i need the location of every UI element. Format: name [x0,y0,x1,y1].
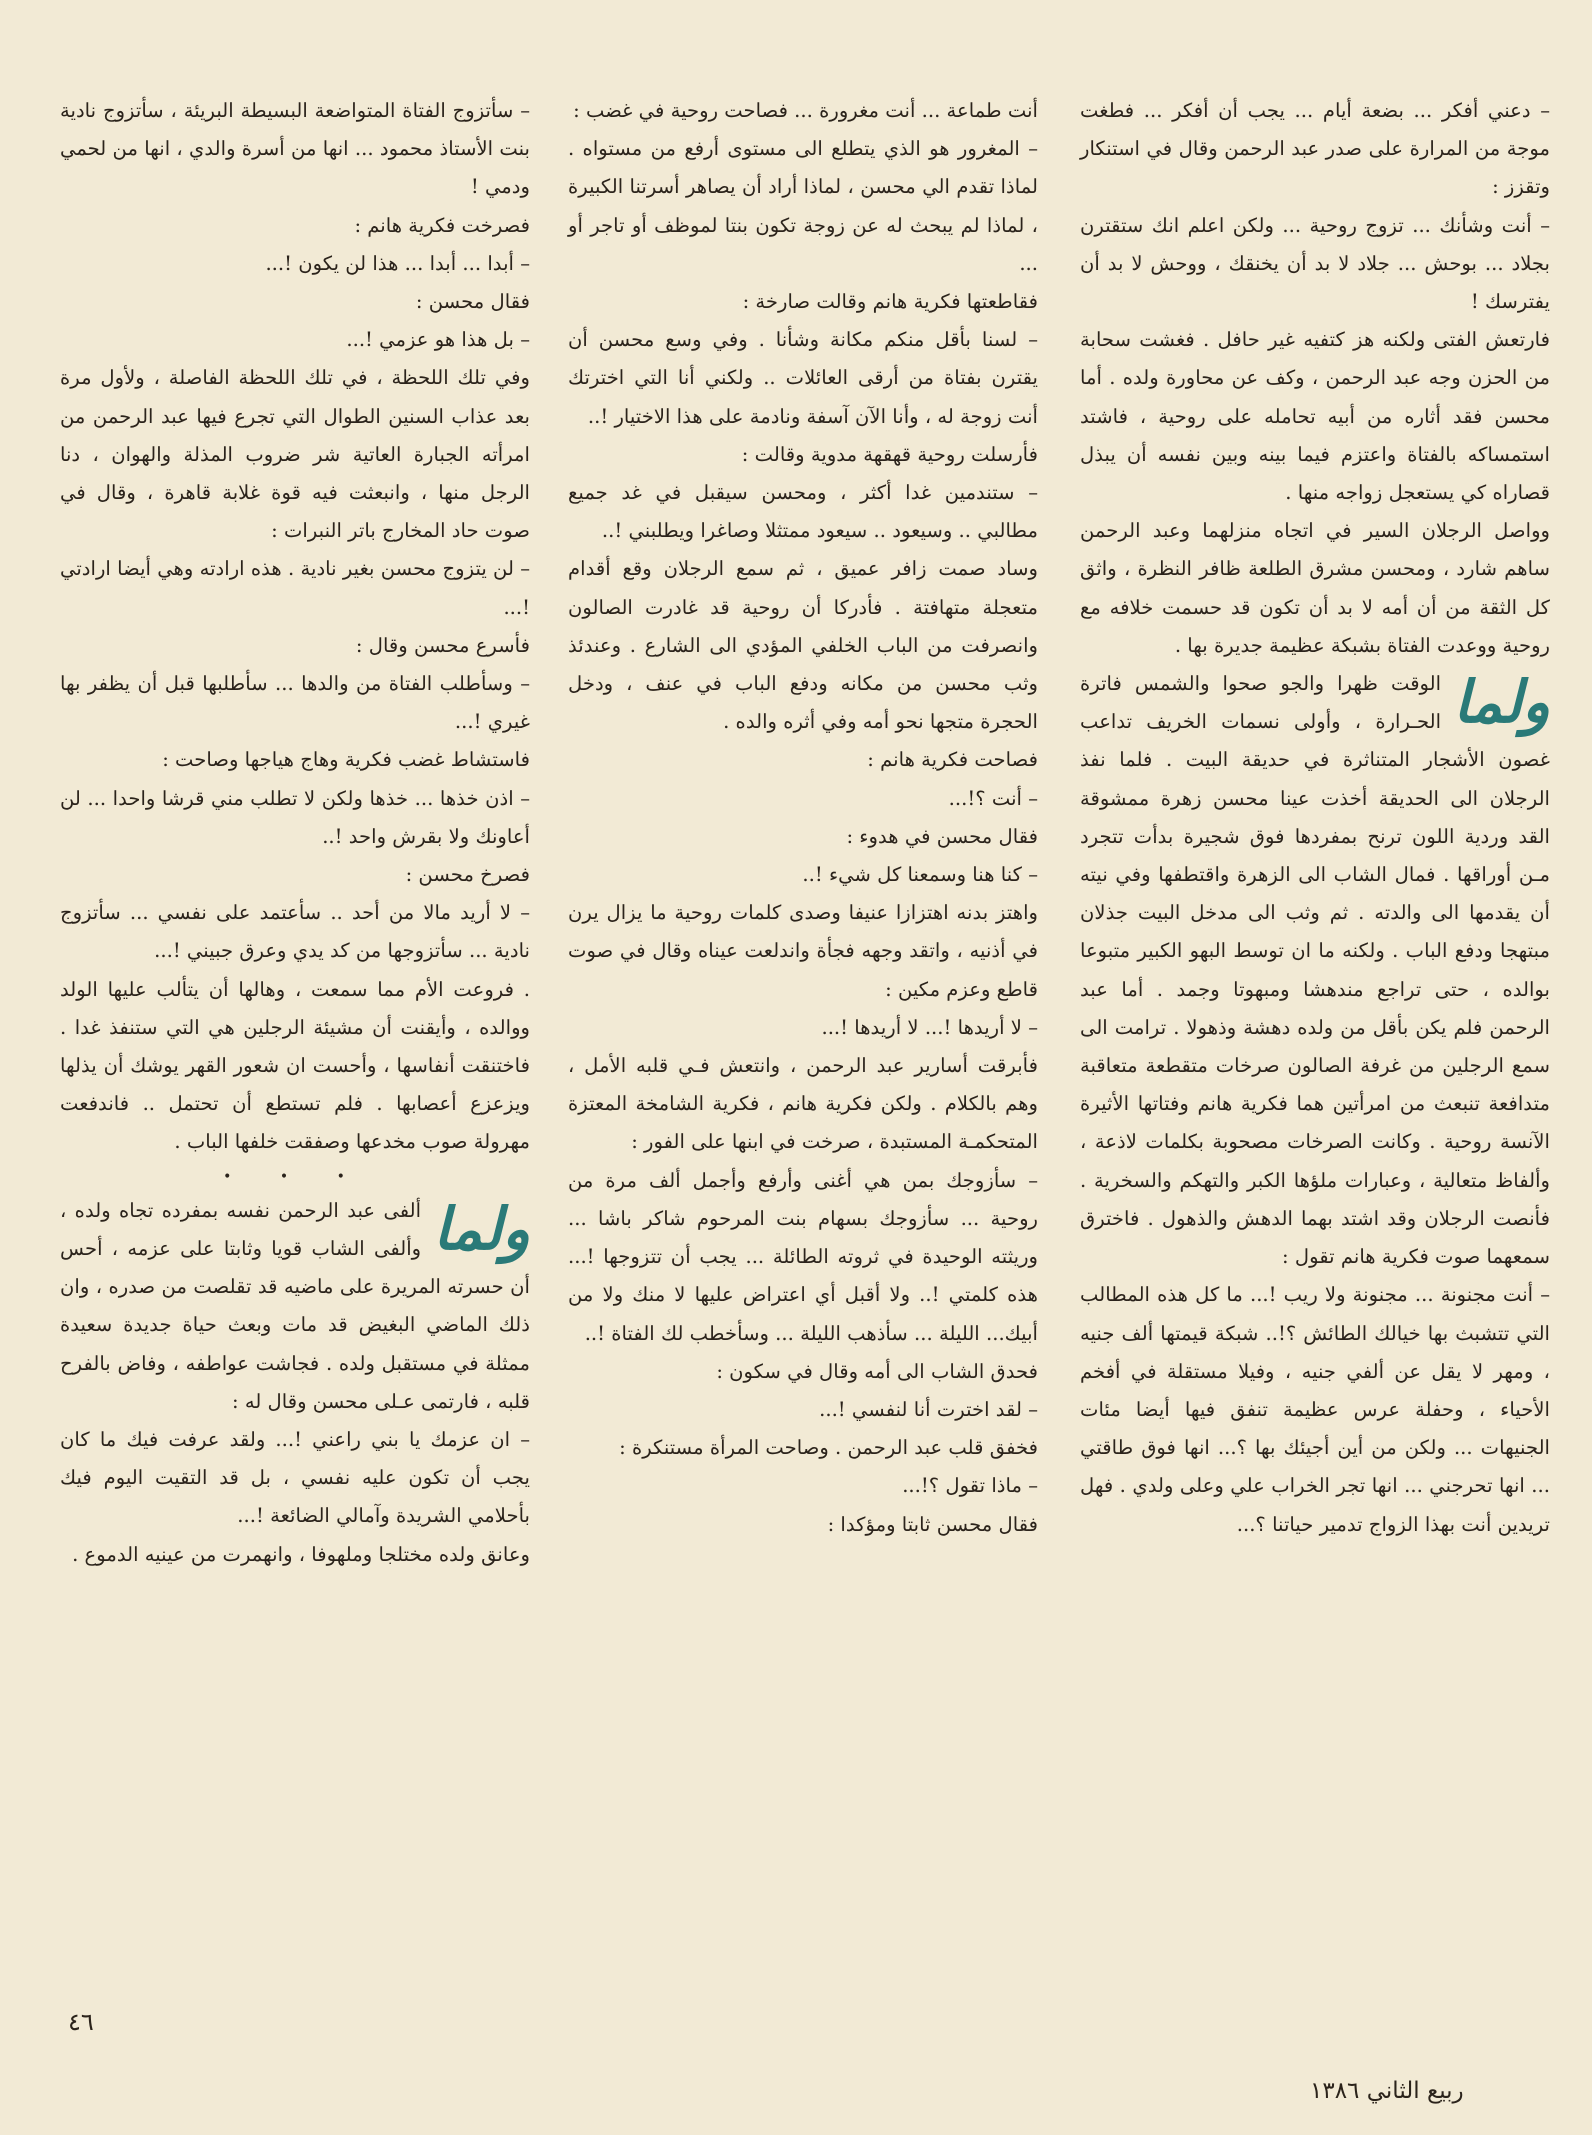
paragraph: وواصل الرجلان السير في اتجاه منزلهما وعبد الرحمن ساهم شارد ، ومحسن مشرق الطلعة ظافر النظرة ، واثق كل الثقة من أن أمه لا بد أن تكون قد حسمت خلافه مع روحية ووعدت الفتاة بشبكة عظيمة جديرة بها . [1080,519,1550,657]
section-divider: • • • [223,1168,367,1185]
page-number: ٤٦ [68,2008,94,2036]
paragraph: – لن يتزوج محسن بغير نادية . هذه ارادته وهي أيضا ارادتي !... [60,557,530,619]
paragraph: فأبرقت أسارير عبد الرحمن ، وانتعش فـي قلبه الأمل ، وهم بالكلام . ولكن فكرية هانم ، فكرية الشامخة المعتزة المتحكمـة المستبدة ، صرخت في ابنها على الفور : [568,1054,1038,1154]
paragraph: فقال محسن ثابتا ومؤكدا : [827,1512,1038,1536]
paragraph: فحدق الشاب الى أمه وقال في سكون : [716,1359,1038,1383]
paragraph: فصرخ محسن : [405,863,530,887]
paragraph: وعانق ولده مختلجا وملهوفا ، وانهمرت من عينيه الدموع . [72,1542,530,1566]
paragraph: فأرسلت روحية قهقهة مدوية وقالت : [741,442,1038,466]
paragraph: – دعني أفكر ... بضعة أيام ... يجب أن أفكر ... فطغت موجة من المرارة على صدر عبد الرحمن وقال في استنكار وتقزز : [1080,99,1550,199]
paragraph: فصرخت فكرية هانم : [354,213,530,237]
paragraph: فأسرع محسن وقال : [355,633,530,657]
paragraph: فقال محسن في هدوء : [846,824,1038,848]
paragraph: – كنا هنا وسمعنا كل شيء !.. [802,863,1038,887]
paragraph: الوقت ظهرا والجو صحوا والشمس فاترة الحـرارة ، وأولى نسمات الخريف تداعب غصون الأشجار المتناثرة في حديقة البيت . فلما نفذ الرجلان الى الحديقة أخذت عينا محسن زهرة ممشوقة القد وردية اللون ترنح بمفردها فوق شجيرة بدأت تتجرد مـن أوراقها . فمال الشاب الى الزهرة واقتطفها وفي نيته أن يقدمها الى والدته . ثم وثب الى مدخل البيت جذلان مبتهجا ودفع الباب . ولكنه ما ان توسط البهو الكبير متبوعا بوالده ، حتى تراجع مندهشا ومبهوتا وجمد . أما عبد الرحمن فلم يكن بأقل من ولده دهشة وذهولا . ترامت الى سمع الرجلين من غرفة الصالون صرخات متقطعة متعاقبة متدافعة تنبعث من امرأتين هما فكرية هانم وفتاتها الأثيرة الآنسة روحية . وكانت الصرخات مصحوبة بكلمات لاذعة ، وألفاظ متعالية ، وعبارات ملؤها الكبر والتهكم والسخرية . فأنصت الرجلان وقد اشتد بهما الدهش والذهول . فاخترق سمعهما صوت فكرية هانم تقول : [1080,672,1550,1269]
para-list [60,92,530,1162]
para-list [568,92,1038,1544]
paragraph: فقاطعتها فكرية هانم وقالت صارخة : [742,290,1038,314]
section-opening [1080,665,1550,1276]
paragraph: – ستندمين غدا أكثر ، ومحسن سيقبل في غد جميع مطالبي .. وسيعود .. سيعود ممتثلا وصاغرا ويطلبني !.. [568,481,1038,543]
text-column-left [60,92,530,1574]
paragraph: ألفى عبد الرحمن نفسه بمفرده تجاه ولده ، وألفى الشاب قويا وثابتا على عزمه ، أحس أن حسرته المريرة على ماضيه قد تقلصت من صدره ، وان ذلك الماضي البغيض قد مات وبعث حياة جديدة سعيدة ممثلة في مستقبل ولده . فجاشت عواطفه ، وفاض بالفرح قلبه ، فارتمى عـلى محسن وقال له : [60,1198,530,1413]
paragraph: – بل هذا هو عزمي !... [346,328,530,352]
paragraph: – سأزوجك بمن هي أغنى وأرفع وأجمل ألف مرة من روحية ... سأزوجك بسهام بنت المرحوم شاكر باشا ... وريثته الوحيدة في ثروته الطائلة ... يجب أن تتزوجها !... هذه كلمتي !.. ولا أقبل أي اعتراض عليها لا منك ولا من أبيك... الليلة ... سأذهب الليلة ... وسأخطب لك الفتاة !.. [568,1168,1038,1345]
paragraph: – أنت ؟!... [948,786,1038,810]
paragraph: – أنت وشأنك ... تزوج روحية ... ولكن اعلم انك ستقترن بجلاد ... بوحش ... جلاد لا بد أن يخنقك ، ووحش لا بد أن يفترسك ! [1080,213,1550,314]
dropcap-ornament: ولما [433,1194,530,1263]
paragraph: – لا أريد مالا من أحد .. سأعتمد على نفسي ... سأتزوج نادية ... سأتزوجها من كد يدي وعرق جبيني !... [60,901,530,963]
paragraph: – لقد اخترت أنا لنفسي !... [819,1397,1038,1421]
paragraph: فخفق قلب عبد الرحمن . وصاحت المرأة مستنكرة : [619,1436,1038,1460]
paragraph: – أبدا ... أبدا ... هذا لن يكون !... [265,251,530,275]
paragraph: واهتز بدنه اهتزازا عنيفا وصدى كلمات روحية ما يزال يرن في أذنيه ، واتقد وجهه فجأة واندلعت عيناه وقال في صوت قاطع وعزم مكين : [568,901,1038,1001]
paragraph: – اذن خذها ... خذها ولكن لا تطلب مني قرشا واحدا ... لن أعاونك ولا بقرش واحد !.. [60,786,530,848]
paragraph: فصاحت فكرية هانم : [867,748,1038,772]
paragraph: – لسنا بأقل منكم مكانة وشأنا . وفي وسع محسن أن يقترن بفتاة من أرقى العائلات .. ولكني أنا التي اخترتك أنت زوجة له ، وأنا الآن آسفة ونادمة على هذا الاختيار !.. [568,328,1038,428]
paragraph: – لا أريدها !... لا أريدها !... [821,1015,1038,1039]
paragraph: – المغرور هو الذي يتطلع الى مستوى أرفع من مستواه . لماذا تقدم الي محسن ، لماذا أراد أن يصاهر أسرتنا الكبيرة ، لماذا لم يبحث له عن زوجة تكون بنتا لموظف أو تاجر أو ... [568,137,1038,275]
issue-date: ربيع الثاني ١٣٨٦ [1310,2078,1464,2104]
paragraph: – سأتزوج الفتاة المتواضعة البسيطة البريئة ، سأتزوج نادية بنت الأستاذ محمود ... انها من أسرة والدي ، انها من لحمي ودمي ! [60,99,530,199]
paragraph: وساد صمت زافر عميق ، ثم سمع الرجلان وقع أقدام متعجلة متهافتة . فأدركا أن روحية قد غادرت الصالون وانصرفت من الباب الخلفي المؤدي الى الشارع . وعندئذ وثب محسن من مكانه ودفع الباب في عنف ، ودخل الحجرة متجها نحو أمه وفي أثره والده . [568,557,1038,734]
para-list [60,1421,530,1574]
section-opening [60,1192,530,1421]
para-list [1080,92,1550,665]
paragraph: – وسأطلب الفتاة من والدها ... سأطلبها قبل أن يظفر بها غيري !... [60,672,530,734]
paragraph: – أنت مجنونة ... مجنونة ولا ريب !... ما كل هذه المطالب التي تتشبث بها خيالك الطائش ؟!.. شبكة قيمتها ألف جنيه ، ومهر لا يقل عن ألفي جنيه ، وفيلا مستقلة في أفخم الأحياء ، وحفلة عرس عظيمة تنفق فيها أيضا مئات الجنيهات ... ولكن من أين أجيئك بها ؟... انها فوق طاقتي ... انها تحرجني ... انها تجر الخراب علي وعلى ولدي . فهل تريدين أنت بهذا الزواج تدمير حياتنا ؟... [1080,1283,1550,1536]
paragraph: . فروعت الأم مما سمعت ، وهالها أن يتألب عليها الولد ووالده ، وأيقنت أن مشيئة الرجلين هي التي ستنفذ غدا . فاختنقت أنفاسها ، وأحست ان شعور القهر يوشك أن يذلها ويزعزع أعصابها . فلم تستطع أن تحتمل .. فاندفعت مهرولة صوب مخدعها وصفقت خلفها الباب . [60,977,530,1154]
paragraph: فارتعش الفتى ولكنه هز كتفيه غير حافل . فغشت سحابة من الحزن وجه عبد الرحمن ، وكف عن محاورة ولده . أما محسن فقد أثاره من أبيه تحامله على روحية ، فاشتد استمساكه بالفتاة واعتزم فيما بينه وبين نفسه أن يبذل قصاراه كي يستعجل زواجه منها . [1080,328,1550,505]
text-column-right [1080,92,1550,1544]
paragraph: فقال محسن : [415,290,530,314]
paragraph: – ماذا تقول ؟!... [902,1474,1038,1498]
paragraph: أنت طماعة ... أنت مغرورة ... فصاحت روحية في غضب : [573,99,1038,122]
paragraph: وفي تلك اللحظة ، في تلك اللحظة الفاصلة ، ولأول مرة بعد عذاب السنين الطوال التي تجرع فيها عبد الرحمن من امرأته الجبارة العاتية شر ضروب المذلة والهوان ، دنا الرجل منها ، وانبعثت فيه قوة غلابة قاهرة ، وقال في صوت حاد المخارج باتر النبرات : [60,366,530,543]
paragraph: – ان عزمك يا بني راعني !... ولقد عرفت فيك ما كان يجب أن تكون عليه نفسي ، بل قد التقيت اليوم فيك بأحلامي الشريدة وآمالي الضائعة !... [60,1427,530,1528]
text-column-middle [568,92,1038,1544]
para-list [1080,1276,1550,1543]
dropcap-ornament: ولما [1453,668,1550,737]
paragraph: فاستشاط غضب فكرية وهاج هياجها وصاحت : [162,748,530,772]
